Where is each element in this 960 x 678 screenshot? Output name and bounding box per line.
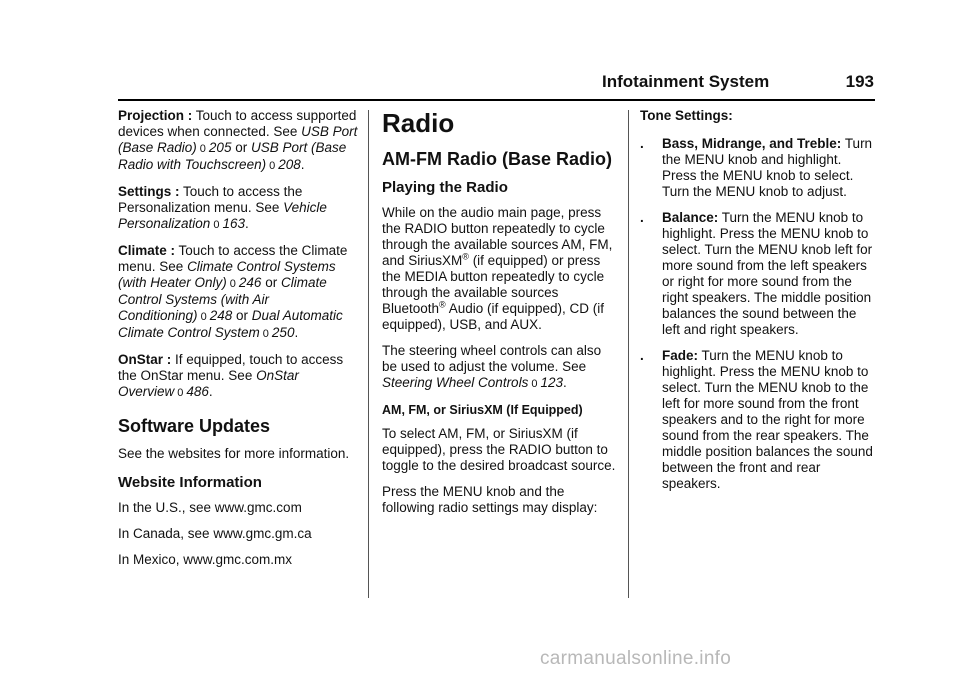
projection-label: Projection : <box>118 108 193 123</box>
projection-paragraph <box>118 108 358 174</box>
settings-label: Settings : <box>118 184 180 199</box>
balance-label: Balance: <box>662 210 719 225</box>
column-2 <box>382 108 618 526</box>
column-3 <box>640 108 875 502</box>
period: . <box>294 325 299 340</box>
or-text: or <box>235 140 248 155</box>
bullet: . <box>640 210 644 225</box>
settings-paragraph <box>118 184 358 233</box>
usb-port-base-link[interactable]: USB Port (Base Radio) <box>118 124 358 155</box>
website-canada: In Canada, see www.gmc.gm.ca <box>118 526 312 541</box>
page-ref[interactable]: 246 <box>238 275 262 290</box>
period: . <box>562 375 567 390</box>
watermark: carmanualsonline.info <box>540 648 732 669</box>
onstar-paragraph <box>118 352 358 401</box>
header-rule <box>118 99 875 101</box>
playing-radio-text <box>382 205 618 333</box>
page-ref-arrow-icon: 0 <box>200 311 207 323</box>
onstar-overview-link[interactable]: OnStar Overview <box>118 368 299 399</box>
climate-heater-link[interactable]: Climate Control Systems (with Heater Only) <box>118 259 336 290</box>
period: . <box>244 216 249 231</box>
projection-text: Touch to access supported devices when connected. See <box>118 108 357 139</box>
amfm-siriusxm-subheading: AM, FM, or SiriusXM (If Equipped) <box>382 403 583 417</box>
page-ref-arrow-icon: 0 <box>199 143 206 155</box>
page-ref[interactable]: 250 <box>271 325 295 340</box>
section-title: Infotainment System <box>602 72 770 91</box>
bass-label: Bass, Midrange, and Treble: <box>662 136 842 151</box>
page-number: 193 <box>845 72 874 91</box>
website-us: In the U.S., see www.gmc.com <box>118 500 302 515</box>
website-information-heading: Website Information <box>118 474 262 491</box>
page-ref[interactable]: 486 <box>186 384 209 399</box>
onstar-label: OnStar : <box>118 352 172 367</box>
steering-text: The steering wheel controls can also be used to adjust the volume. See <box>382 343 602 374</box>
playing-text-b: (if equipped) or press the MEDIA button repeatedly to cycle through the available sources Bluetooth <box>382 253 605 316</box>
radio-heading: Radio <box>382 108 455 138</box>
steering-wheel-controls-link[interactable]: Steering Wheel Controls <box>382 375 529 390</box>
page-ref-arrow-icon: 0 <box>177 387 184 399</box>
climate-text: Touch to access the Climate menu. See <box>118 243 348 274</box>
page-ref-arrow-icon: 0 <box>213 219 220 231</box>
page-ref[interactable]: 208 <box>278 157 301 172</box>
column-1 <box>118 108 358 578</box>
usb-port-touchscreen-link[interactable]: USB Port (Base Radio with Touchscreen) <box>118 140 347 172</box>
menu-knob-text: Press the MENU knob and the following radio settings may display: <box>382 484 598 515</box>
dual-auto-climate-link[interactable]: Dual Automatic Climate Control System <box>118 308 343 340</box>
select-source-text: To select AM, FM, or SiriusXM (if equipped), press the RADIO button to toggle to the desired broadcast source. <box>382 426 616 473</box>
balance-text: Turn the MENU knob to highlight. Press the MENU knob to select. Turn the MENU knob left for more sound from the left speakers or right for more sound from the right speakers. The middle position balances the sound between the left and right speakers. <box>662 210 873 337</box>
bullet: . <box>640 136 644 151</box>
climate-label: Climate : <box>118 243 176 258</box>
fade-label: Fade: <box>662 348 699 363</box>
amfm-radio-heading: AM-FM Radio (Base Radio) <box>382 149 613 169</box>
list-item <box>640 136 875 200</box>
steering-paragraph <box>382 343 618 392</box>
playing-text-a: While on the audio main page, press the RADIO button repeatedly to cycle through the available sources AM, FM, and SiriusXM <box>382 205 613 268</box>
climate-ac-link[interactable]: Climate Control Systems (with Air Conditioning) <box>118 275 327 323</box>
period: . <box>208 384 213 399</box>
or-text: or <box>235 308 248 323</box>
page-header <box>602 72 874 96</box>
page-ref-arrow-icon: 0 <box>262 328 269 340</box>
climate-paragraph <box>118 243 358 342</box>
onstar-text: If equipped, touch to access the OnStar menu. See <box>118 352 344 383</box>
column-divider-left <box>368 110 369 598</box>
page-ref-arrow-icon: 0 <box>229 278 236 290</box>
page-ref-arrow-icon: 0 <box>531 378 538 390</box>
website-mexico: In Mexico, www.gmc.com.mx <box>118 552 293 567</box>
playing-text-c: Audio (if equipped), CD (if equipped), USB, and AUX. <box>382 301 605 332</box>
fade-text: Turn the MENU knob to highlight. Press the MENU knob to select. Turn the MENU knob to the left for more sound from the front speakers and to the right for more sound from the rear speakers. The middle position balances the sound between the front and rear speakers. <box>662 348 873 491</box>
or-text: or <box>265 275 278 290</box>
page-ref-arrow-icon: 0 <box>269 160 276 172</box>
software-updates-heading: Software Updates <box>118 416 271 436</box>
page-ref[interactable]: 163 <box>222 216 245 231</box>
registered-mark: ® <box>462 251 469 262</box>
registered-mark: ® <box>439 299 446 310</box>
tone-settings-heading: Tone Settings: <box>640 108 733 123</box>
list-item <box>640 348 875 492</box>
list-item <box>640 210 875 338</box>
page-ref[interactable]: 205 <box>208 140 232 155</box>
settings-text: Touch to access the Personalization menu. See <box>118 184 303 215</box>
vehicle-personalization-link[interactable]: Vehicle Personalization <box>118 200 327 231</box>
bass-text: Turn the MENU knob and highlight. Press the MENU knob to select. Turn the MENU knob to adjust. <box>662 136 873 199</box>
column-divider-right <box>628 110 629 598</box>
page-ref[interactable]: 123 <box>540 375 563 390</box>
page-ref[interactable]: 248 <box>209 308 233 323</box>
software-updates-text: See the websites for more information. <box>118 446 350 461</box>
playing-radio-heading: Playing the Radio <box>382 179 508 196</box>
bullet: . <box>640 348 644 363</box>
period: . <box>300 157 305 172</box>
